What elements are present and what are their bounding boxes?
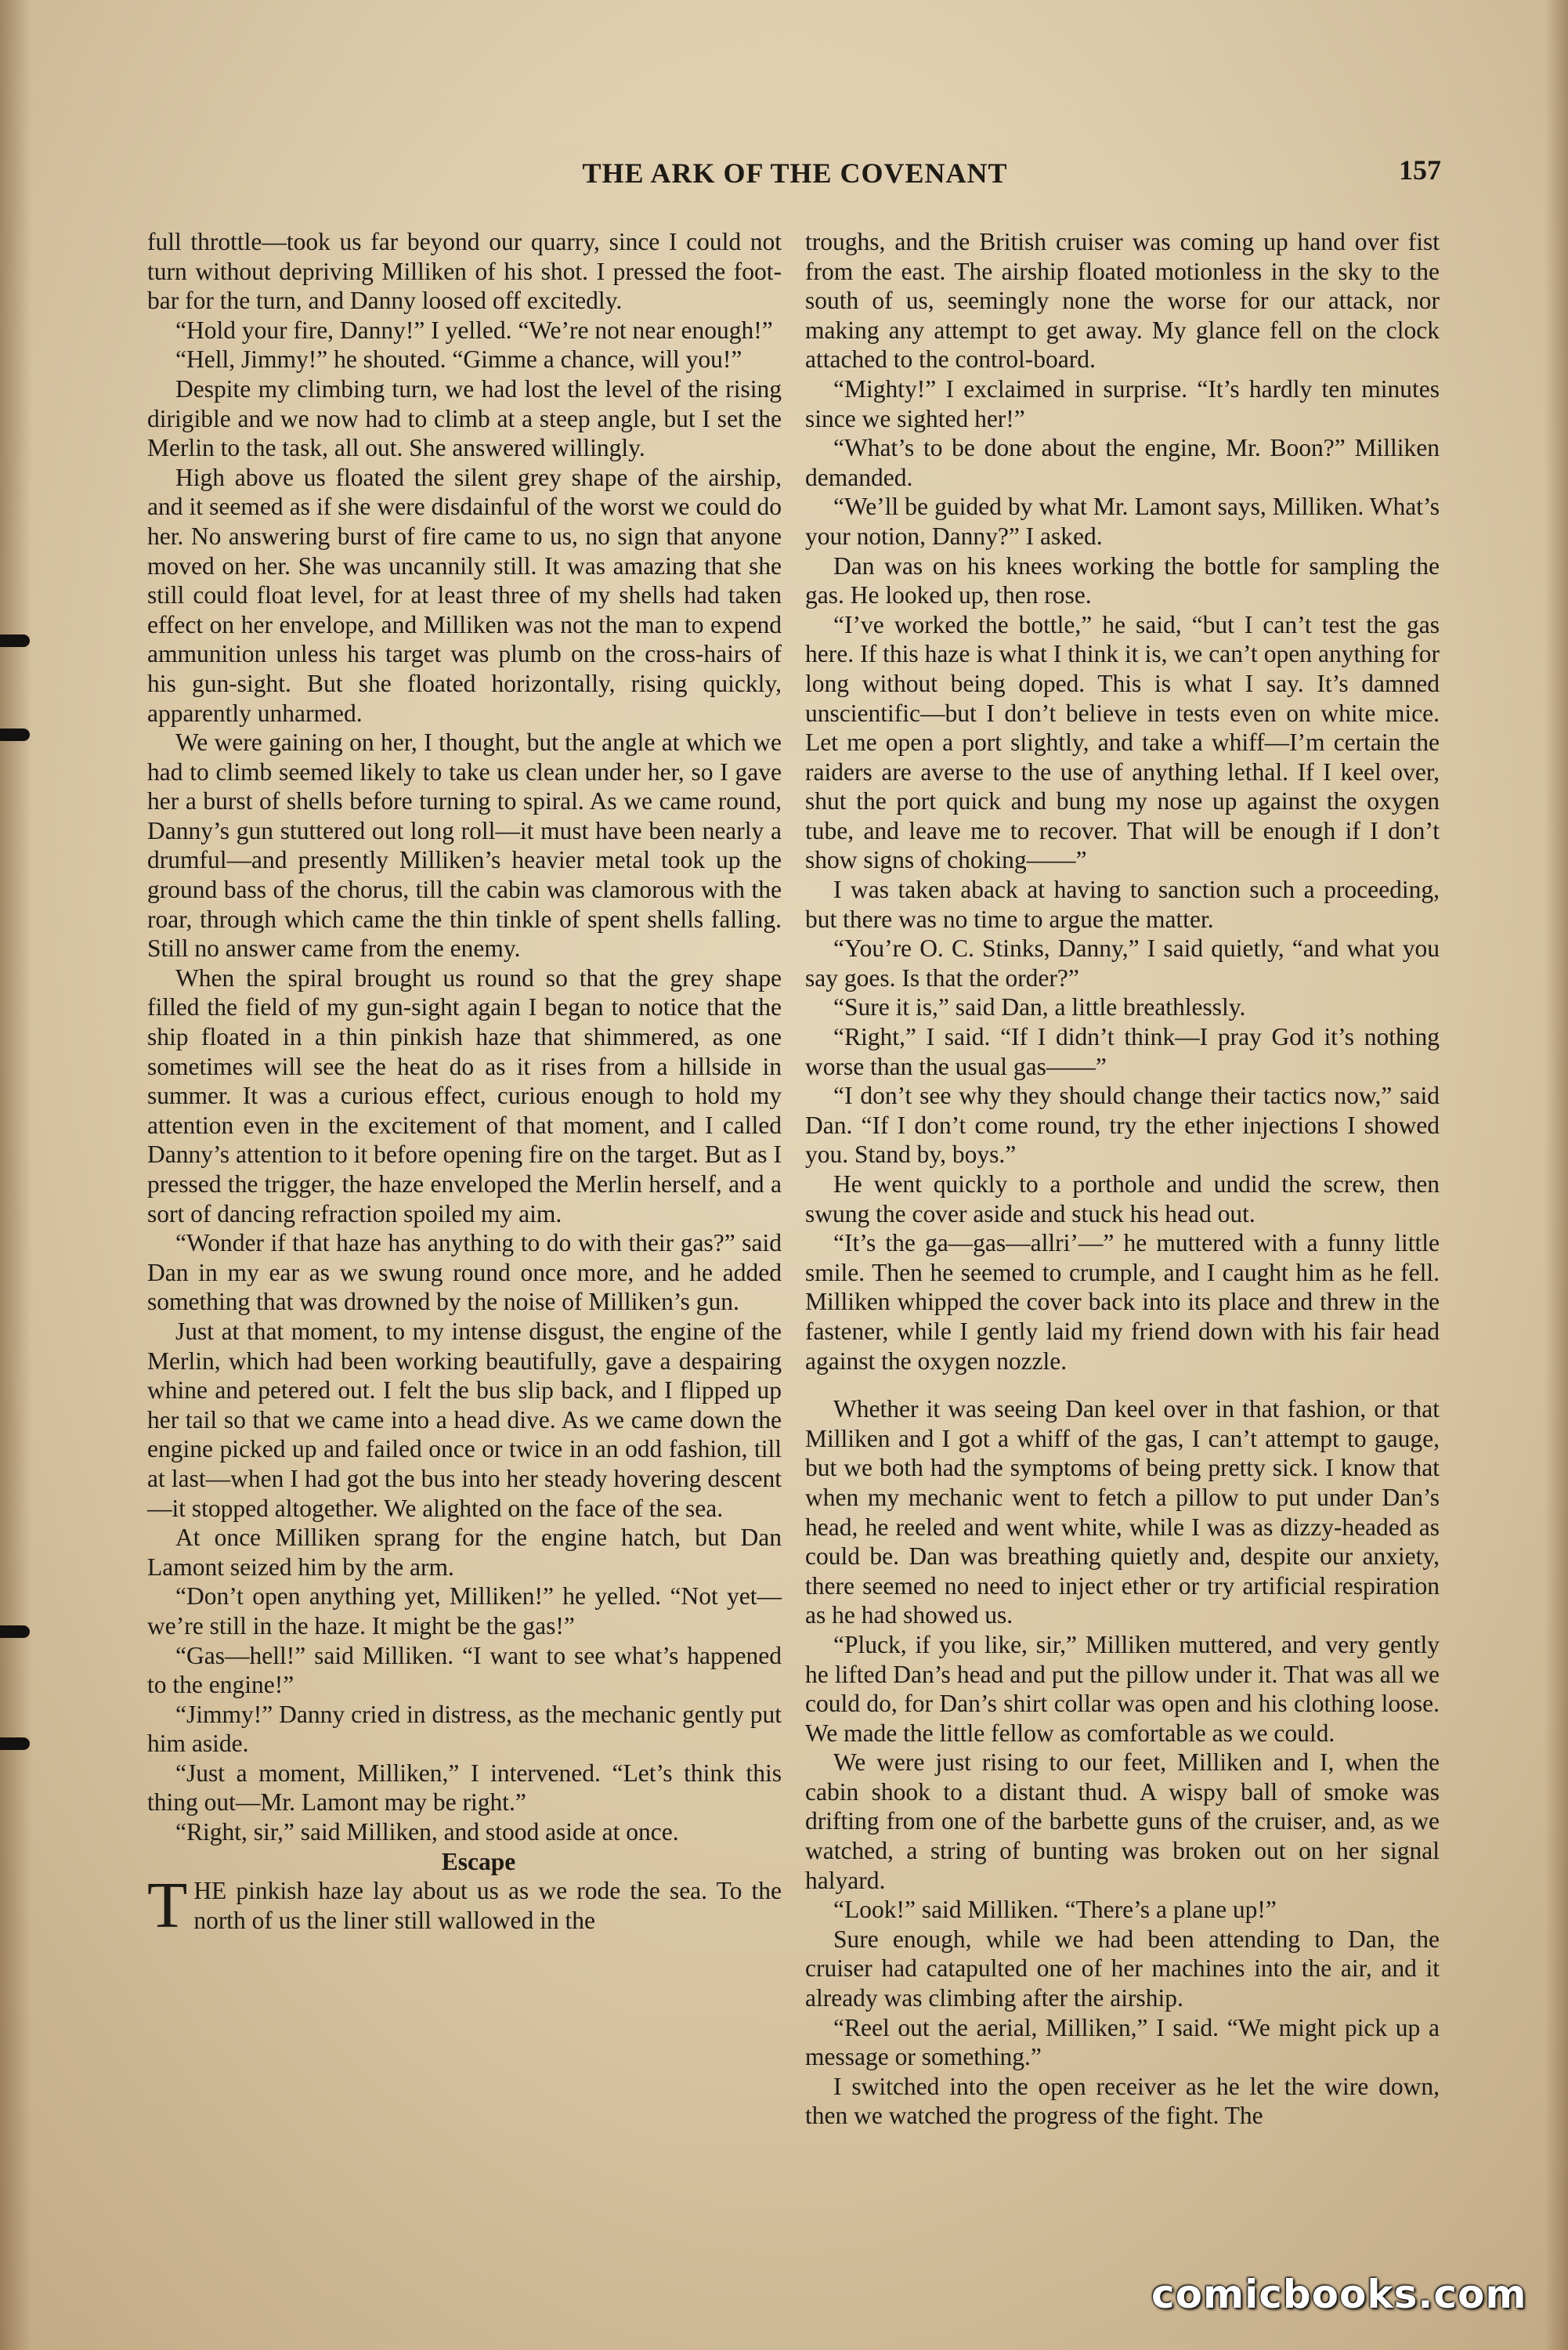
paragraph: “Hold your fire, Danny!” I yelled. “We’re not near enough!”: [175, 316, 773, 344]
paragraph: “Wonder if that haze has anything to do with their gas?” said Dan in my ear as we swung round once more, and he added something that was drowned by the noise of Milliken’s gun.: [147, 1229, 782, 1316]
paragraph: When the spiral brought us round so that the grey shape filled the field of my gun-sight again I began to notice that the ship floated in a thin pinkish haze that shimmered, as one sometimes will see the heat do as it rises from a hillside in summer. It was a curious effect, curious enough to hold my attention even in the excitement of that moment, and I called Danny’s attention to it before opening fire on the target. But as I pressed the trigger, the haze enveloped the Merlin herself, and a sort of dancing refraction spoiled my aim.: [147, 964, 782, 1227]
paragraph: “We’ll be guided by what Mr. Lamont says, Milliken. What’s your notion, Danny?” I asked.: [805, 493, 1440, 550]
paragraph: Despite my climbing turn, we had lost the level of the rising dirigible and we now had to climb at a steep angle, but I set the Merlin to the task, all out. She answered willingly.: [147, 374, 782, 462]
paragraph: “What’s to be done about the engine, Mr. Boon?” Milliken demanded.: [805, 434, 1440, 491]
paragraph: Whether it was seeing Dan keel over in that fashion, or that Milliken and I got a whiff of the gas, I can’t attempt to gauge, but we both had the symptoms of being pretty sick. I know that when my mechanic went to fetch a pillow to put under Dan’s head, he reeled and went white, while I was as dizzy-headed as could be. Dan was breathing quietly and, despite our anxiety, there seemed no need to inject ether or try artificial respiration as he had showed us.: [805, 1395, 1440, 1629]
paragraph: I was taken aback at having to sanction such a proceeding, but there was no time to argue the matter.: [805, 876, 1440, 933]
paragraph: “Don’t open anything yet, Milliken!” he yelled. “Not yet—we’re still in the haze. It might be the gas!”: [147, 1582, 782, 1640]
paragraph: “It’s the ga—gas—allri’—” he muttered with a funny little smile. Then he seemed to crumple, and I caught him as he fell. Milliken whipped the cover back into its place and threw in the fastener, while I gently laid my friend down with his fair head against the oxygen nozzle.: [805, 1229, 1440, 1375]
site-watermark: comicbooks.com: [1151, 2272, 1527, 2317]
right-column: [805, 227, 1440, 2131]
paragraph: “You’re O. C. Stinks, Danny,” I said quietly, “and what you say goes. Is that the order?”: [805, 935, 1440, 992]
paragraph: full throttle—took us far beyond our quarry, since I could not turn without depriving Milliken of his shot. I pressed the foot-bar for the turn, and Danny loosed off excitedly.: [147, 228, 782, 315]
dropcap-paragraph: [147, 1869, 782, 1943]
paragraph: “Hell, Jimmy!” he shouted. “Gimme a chance, will you!”: [175, 345, 742, 374]
paragraph-text: HE pinkish haze lay about us as we rode the sea. To the north of us the liner still wallowed in the: [193, 1877, 782, 1934]
page-edge-shadow-left: [0, 0, 31, 2350]
paragraph: Dan was on his knees working the bottle for sampling the gas. He looked up, then rose.: [805, 551, 1440, 609]
paragraph: We were just rising to our feet, Milliken and I, when the cabin shook to a distant thud. A wispy ball of smoke was drifting from one of the barbette guns of the cruiser, and, as we watched, a string of bunting was broken out on her signal halyard.: [805, 1748, 1440, 1894]
binding-hole: [0, 1737, 30, 1750]
paragraph: “Reel out the aerial, Milliken,” I said. “We might pick up a message or something.”: [805, 2013, 1440, 2071]
running-title: THE ARK OF THE COVENANT: [582, 157, 1008, 189]
section-subheading: Escape: [441, 1847, 516, 1875]
left-column: [147, 227, 782, 1943]
paragraph: “Gas—hell!” said Milliken. “I want to see what’s happened to the engine!”: [147, 1641, 782, 1699]
paragraph: “Just a moment, Milliken,” I intervened. “Let’s think this thing out—Mr. Lamont may be right.”: [147, 1759, 782, 1817]
page-edge-shadow-right: [1545, 0, 1568, 2350]
paragraph: “Look!” said Milliken. “There’s a plane up!”: [833, 1896, 1277, 1924]
paragraph: “Right,” I said. “If I didn’t think—I pray God it’s nothing worse than the usual gas——”: [805, 1023, 1440, 1080]
paragraph: “Jimmy!” Danny cried in distress, as the mechanic gently put him aside.: [147, 1700, 782, 1758]
binding-hole: [0, 634, 30, 647]
paragraph: Just at that moment, to my intense disgust, the engine of the Merlin, which had been working beautifully, gave a despairing whine and petered out. I felt the bus slip back, and I flipped up her tail so that we came into a head dive. As we came down the engine picked up and failed once or twice in an odd fashion, till at last—when I had got the bus into her steady hovering descent—it stopped altogether. We alighted on the face of the sea.: [147, 1317, 782, 1522]
paragraph: At once Milliken sprang for the engine hatch, but Dan Lamont seized him by the arm.: [147, 1524, 782, 1581]
paragraph: He went quickly to a porthole and undid the screw, then swung the cover aside and stuck his head out.: [805, 1170, 1440, 1227]
paragraph: “Right, sir,” said Milliken, and stood aside at once.: [175, 1818, 679, 1846]
paragraph: “I’ve worked the bottle,” he said, “but I can’t test the gas here. If this haze is what I think it is, we can’t open anything for long without being doped. This is what I say. It’s damned unscientific—but I don’t believe in tests even on white mice. Let me open a port slightly, and take a whiff—I’m certain the raiders are averse to the use of anything lethal. If I keel over, shut the port quick and bung my nose up against the oxygen tube, and leave me to recover. That will be enough if I don’t show signs of choking——”: [805, 610, 1440, 874]
paragraph: “Mighty!” I exclaimed in surprise. “It’s hardly ten minutes since we sighted her!”: [805, 374, 1440, 432]
paragraph: “Sure it is,” said Dan, a little breathlessly.: [833, 993, 1246, 1021]
paragraph: “I don’t see why they should change their tactics now,” said Dan. “If I don’t come round, try the ether injections I showed you. Stand by, boys.”: [805, 1082, 1440, 1169]
paragraph: We were gaining on her, I thought, but the angle at which we had to climb seemed likely to take us clean under her, so I gave her a burst of shells before turning to spiral. As we came round, Danny’s gun stuttered out long roll—it must have been nearly a drumful—and presently Milliken’s heavier metal took up the ground bass of the chorus, till the cabin was clamorous with the roar, through which came the thin tinkle of spent shells falling. Still no answer came from the enemy.: [147, 728, 782, 963]
page-number: 157: [1399, 154, 1441, 186]
drop-cap-letter: T: [147, 1869, 188, 1943]
paragraph: I switched into the open receiver as he let the wire down, then we watched the progress of the fight. The: [805, 2072, 1440, 2130]
binding-hole: [0, 1625, 30, 1638]
paragraph: High above us floated the silent grey shape of the airship, and it seemed as if she were disdainful of the worst we could do her. No answering burst of fire came to us, no sign that anyone moved on her. She was uncannily still. It was amazing that she still could float level, for at least three of my shells had taken effect on her envelope, and Milliken was not the man to expend ammunition unless his target was plumb on the cross-hairs of his gun-sight. But she floated horizontally, rising quickly, apparently unharmed.: [147, 463, 782, 727]
paragraph: troughs, and the British cruiser was coming up hand over fist from the east. The airship floated motionless in the sky to the south of us, seemingly none the worse for our attack, nor making any attempt to get away. My glance fell on the clock attached to the control-board.: [805, 228, 1440, 374]
paragraph: Sure enough, while we had been attending to Dan, the cruiser had catapulted one of her machines into the air, and it already was climbing after the airship.: [805, 1925, 1440, 2012]
paragraph: “Pluck, if you like, sir,” Milliken muttered, and very gently he lifted Dan’s head and put the pillow under it. That was all we could do, for Dan’s shirt collar was open and his clothing loose. We made the little fellow as comfortable as we could.: [805, 1630, 1440, 1747]
binding-hole: [0, 728, 30, 741]
